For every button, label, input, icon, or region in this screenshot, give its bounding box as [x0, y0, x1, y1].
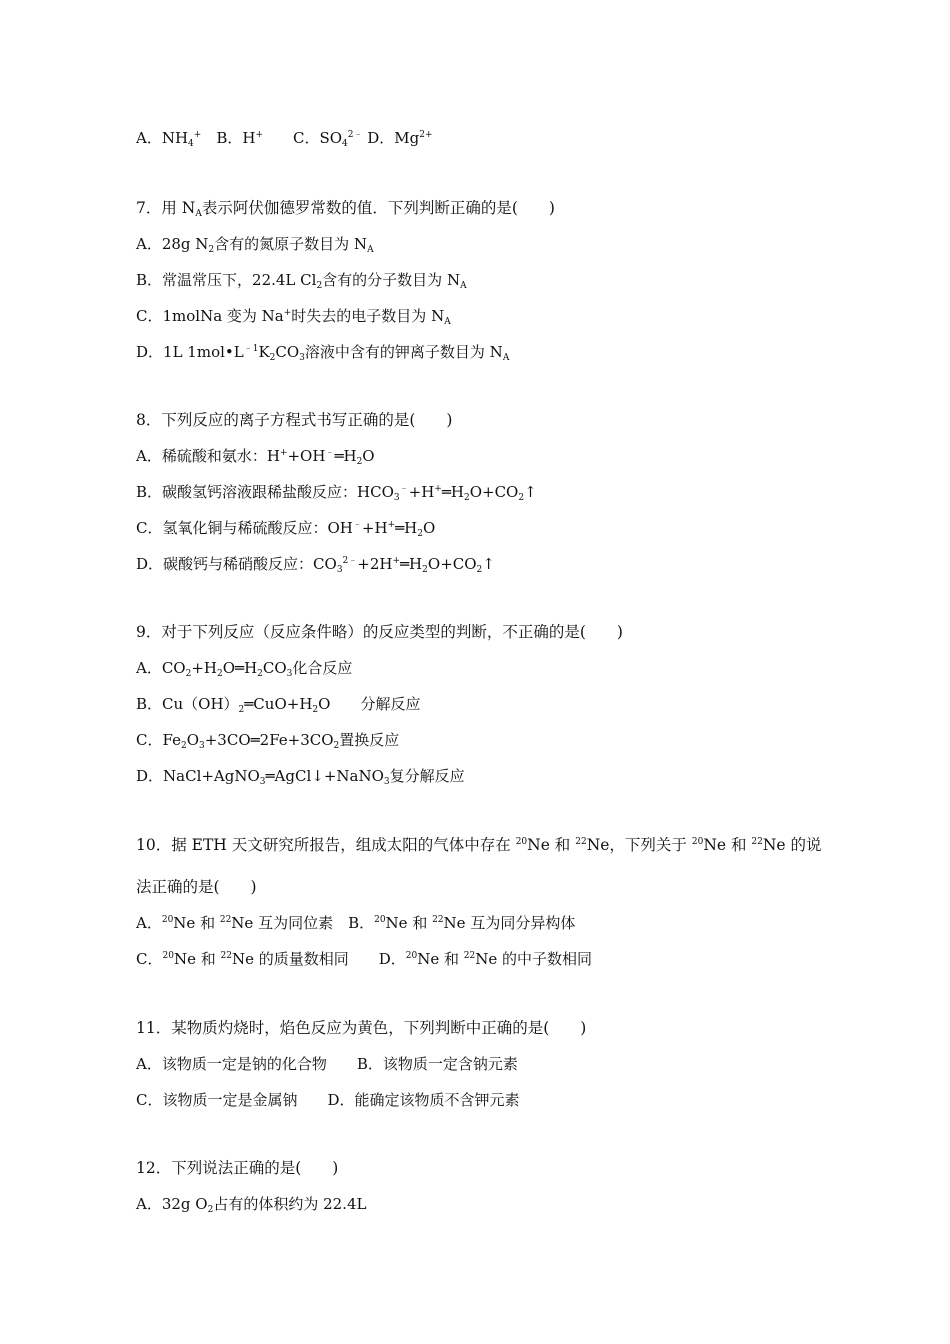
q9-option-c: C．$Fe_2O_3+3CO═2Fe+3CO_2$置换反应: [136, 731, 400, 751]
q11-options-cd: C．该物质一定是金属钠 D．能确定该物质不含钾元素: [136, 1091, 520, 1109]
q9-stem: 9．对于下列反应（反应条件略）的反应类型的判断，不正确的是( ): [136, 623, 623, 641]
q12-stem: 12．下列说法正确的是( ): [136, 1159, 339, 1177]
q8-option-a: A．稀硫酸和氨水：$H^++OH^﹣═H_2O$: [136, 447, 375, 467]
q7-option-d: D．1L $1mol•L^{﹣1}K_2CO_3$溶液中含有的钾离子数目为 $N_A$: [136, 343, 510, 363]
q8-option-d: D．碳酸钙与稀硝酸反应：$CO_3^{2﹣}+2H^+═H_2O+CO_2↑$: [136, 555, 495, 575]
q7-option-c: C．1molNa 变为 Na+时失去的电子数目为 $N_A$: [136, 307, 451, 327]
q8-stem: 8．下列反应的离子方程式书写正确的是( ): [136, 411, 453, 429]
q8-option-c: C．氢氧化铜与稀硫酸反应：$OH^﹣+H^+═H_2O$: [136, 519, 436, 539]
q9-option-b: B．$Cu(OH)_2═CuO+H_2O$ 分解反应: [136, 695, 421, 715]
q10-stem-line1: 10．据 ETH 天文研究所报告，组成太阳的气体中存在 $^{20}$Ne 和 $^{22}$Ne，下列关于 $^{20}$Ne 和 $^{22}$Ne 的说: [136, 836, 822, 854]
q6-options: A．$NH_4^+$ B．H+ C．$SO_4^{2﹣}$ D．$Mg^{2+}$: [136, 129, 433, 149]
q9-option-a: A．$CO_2+H_2O═H_2CO_3$化合反应: [136, 659, 353, 679]
q7-stem: 7．用 $N_A$表示阿伏伽德罗常数的值．下列判断正确的是( ): [136, 199, 555, 219]
q11-stem: 11．某物质灼烧时，焰色反应为黄色，下列判断中正确的是( ): [136, 1019, 587, 1037]
q8-option-b: B．碳酸氢钙溶液跟稀盐酸反应：$HCO_3^﹣+H^+═H_2O+CO_2↑$: [136, 483, 537, 503]
q11-options-ab: A．该物质一定是钠的化合物 B．该物质一定含钠元素: [136, 1055, 518, 1073]
q10-stem-line2: 法正确的是( ): [136, 878, 257, 896]
q9-option-d: D．NaCl+AgNO$_3$═AgCl↓+NaNO$_3$复分解反应: [136, 767, 465, 787]
q10-options-cd: C．$^{20}$Ne 和 $^{22}$Ne 的质量数相同 D．$^{20}$Ne 和 $^{22}$Ne 的中子数相同: [136, 950, 592, 968]
q12-option-a: A．32g $O_2$占有的体积约为 22.4L: [136, 1195, 367, 1215]
q10-options-ab: A．$^{20}$Ne 和 $^{22}$Ne 互为同位素 B．$^{20}$Ne 和 $^{22}$Ne 互为同分异构体: [136, 914, 576, 932]
q7-option-b: B．常温常压下，22.4L $Cl_2$含有的分子数目为 $N_A$: [136, 271, 467, 291]
q7-option-a: A．28g $N_2$含有的氮原子数目为 $N_A$: [136, 235, 374, 255]
